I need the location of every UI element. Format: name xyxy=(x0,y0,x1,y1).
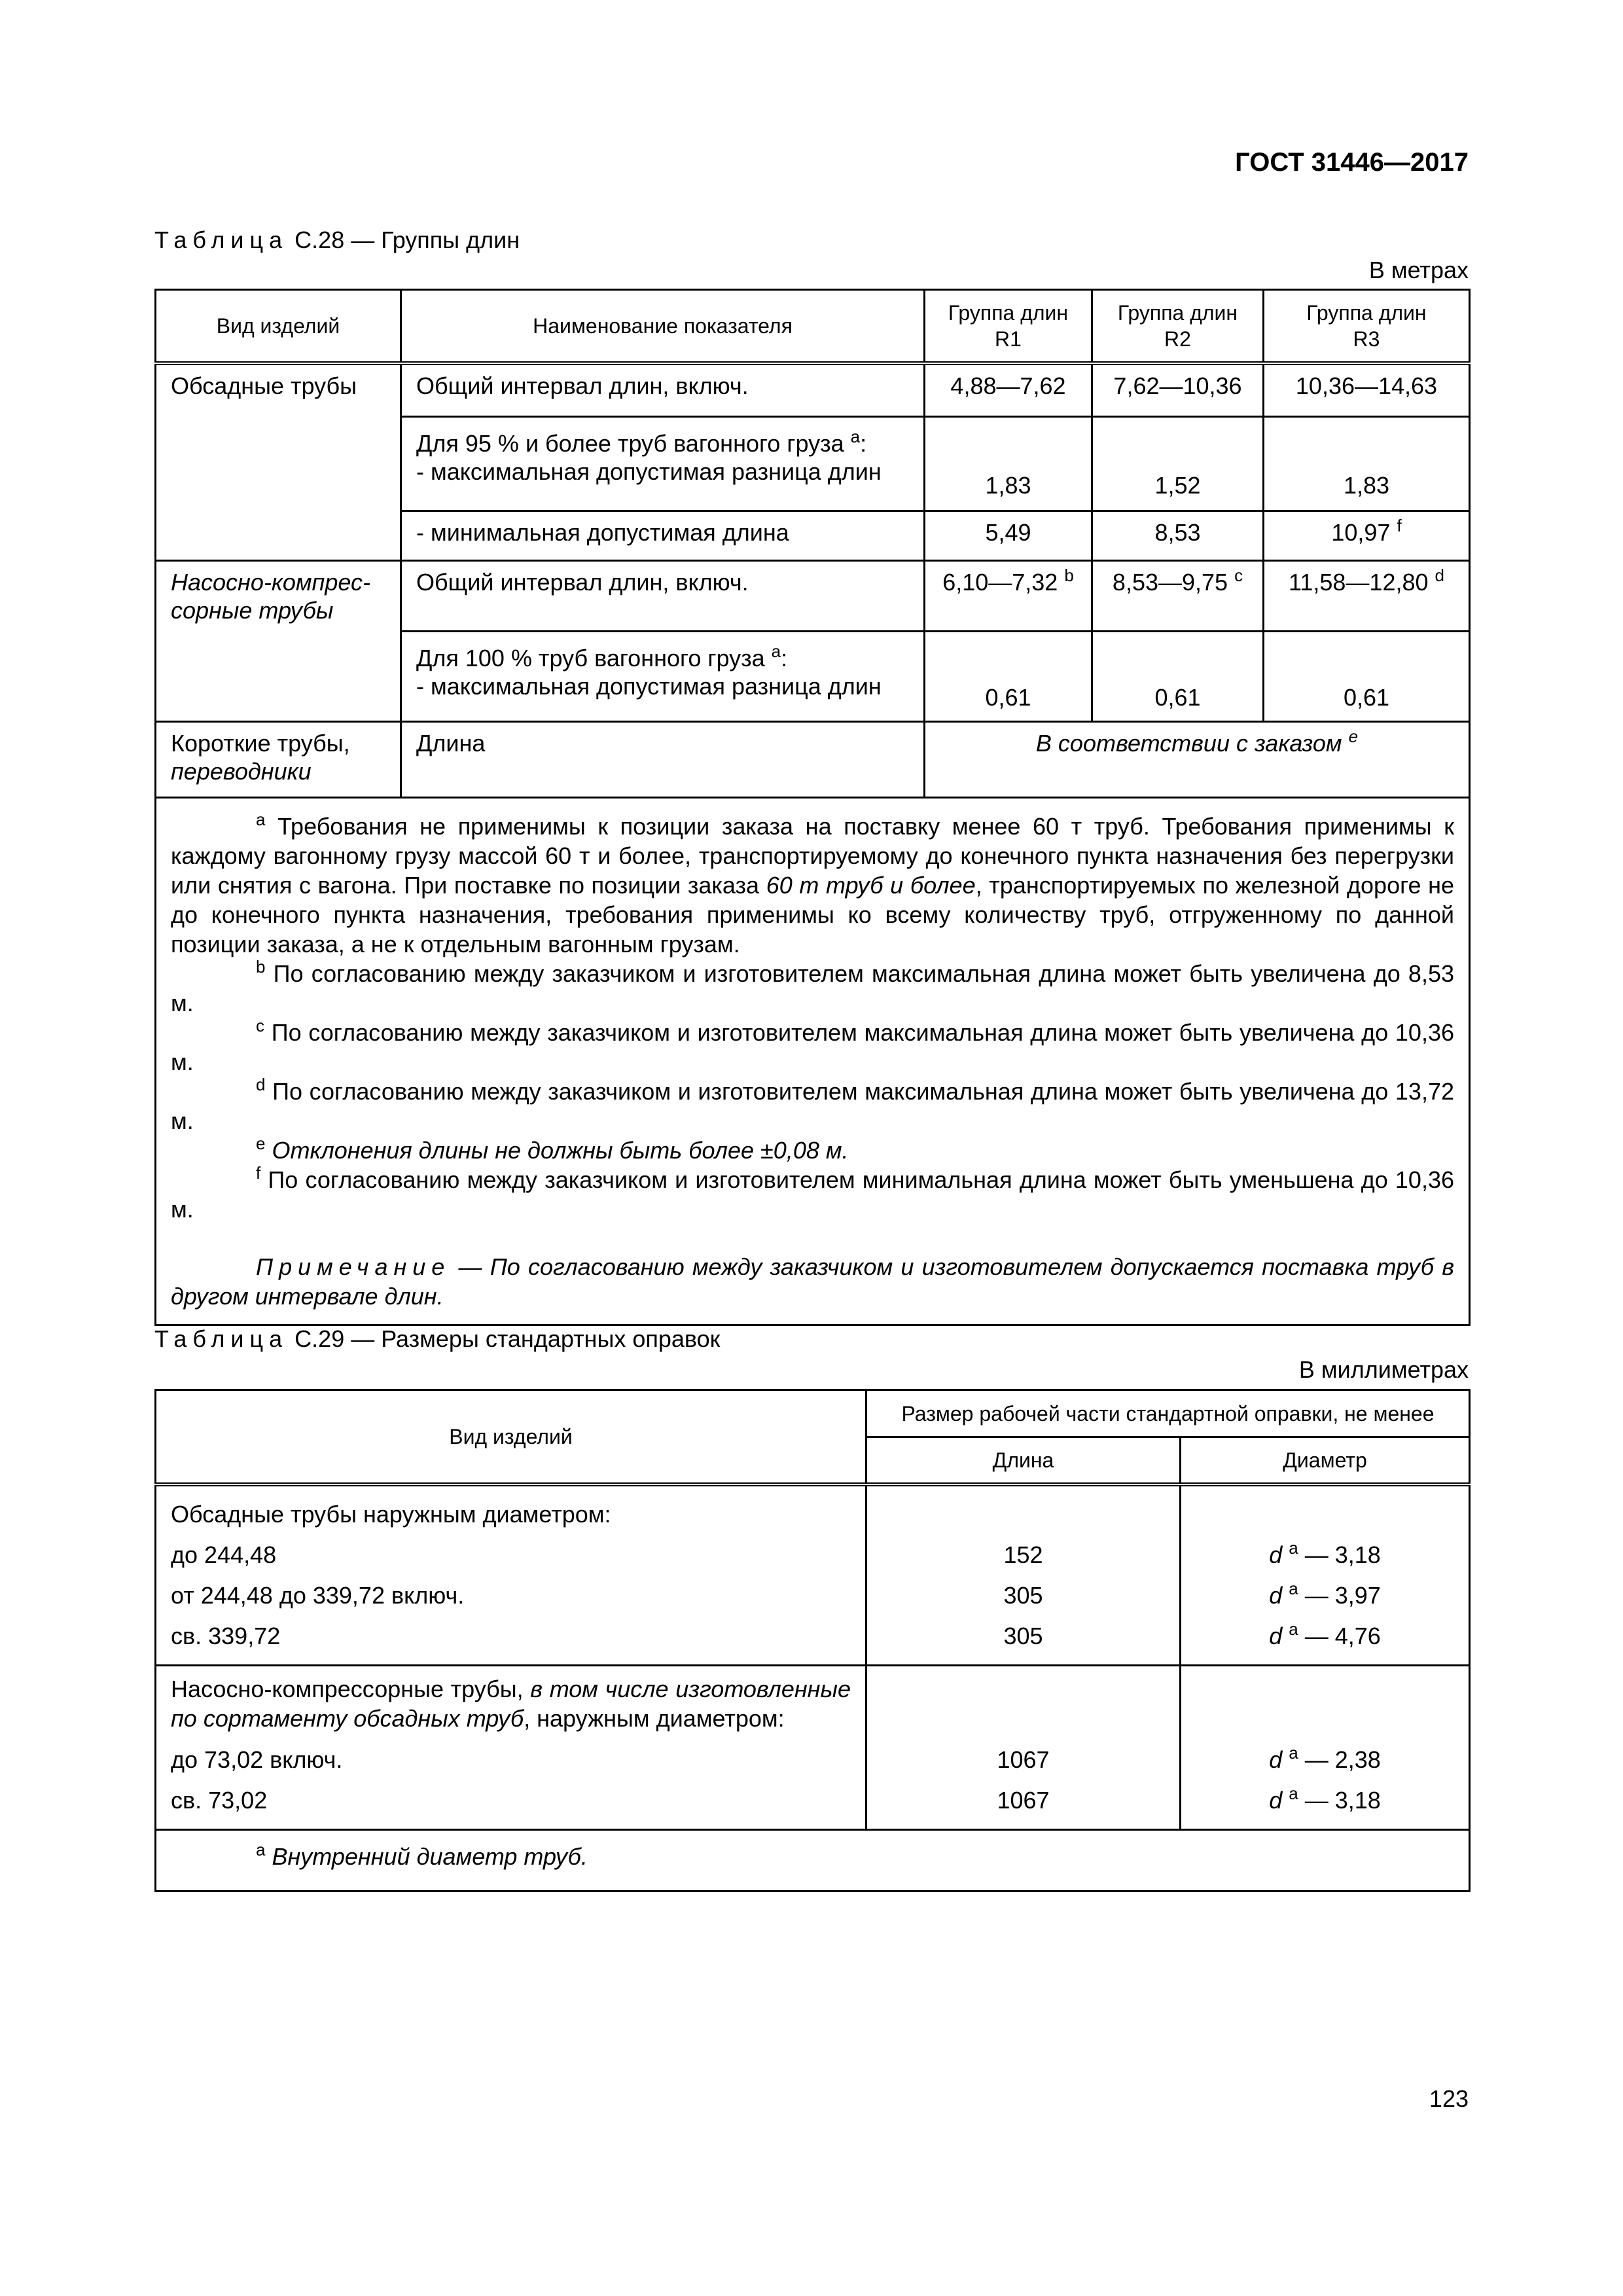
table29-tubing-labels xyxy=(156,1665,866,1829)
diameter-value: — 2,38 xyxy=(1298,1746,1381,1773)
table29-footnote xyxy=(156,1829,1470,1891)
table28-tubing-row1-r1 xyxy=(925,561,1092,632)
diameter-value: — 4,76 xyxy=(1298,1622,1381,1649)
table29-caption-rest: С.29 — Размеры стандартных оправок xyxy=(294,1325,721,1352)
table29-casing-row0-diameter xyxy=(1185,1535,1465,1575)
footnote-mark: a xyxy=(1289,1742,1298,1763)
table-row xyxy=(156,561,1470,632)
table28-casing-label-cont xyxy=(156,417,401,511)
footnote-mark: c xyxy=(256,1015,264,1035)
table28-tubing-row1-indicator: Общий интервал длин, включ. xyxy=(401,561,925,632)
table28-casing-row2-r3: 1,83 xyxy=(1264,417,1470,511)
footnote-c xyxy=(171,1015,1454,1077)
footnote-mark: a xyxy=(256,809,266,829)
diameter-symbol: d xyxy=(1269,1581,1283,1609)
table28-tubing-row1-r3 xyxy=(1264,561,1470,632)
table29-caption-word: Таблица xyxy=(154,1325,289,1352)
table29-tubing-title1: Насосно-компрессорные трубы, xyxy=(171,1675,531,1702)
footnote-b xyxy=(171,956,1454,1018)
footnote-mark: a xyxy=(1289,1783,1298,1803)
table29-header-row1 xyxy=(156,1390,1470,1437)
table29-tubing-row1-label: св. 73,02 xyxy=(171,1786,268,1814)
diameter-symbol: d xyxy=(1269,1622,1283,1649)
table28-casing-label-end xyxy=(156,511,401,561)
footnote-a-text1: Требования не применимы к позиции заказа на поставку менее 60 т труб. Требования применимы к каждому вагонному грузу массой 60 т и более, транспортируемому до конечного пункта назначения без перегрузки или снятия с вагона. При поставке по позиции заказа xyxy=(171,812,1454,899)
table29-header-diameter: Диаметр xyxy=(1181,1437,1470,1484)
table28-tubing-label-line2: сорные трубы xyxy=(171,597,334,624)
table29-header-group: Размер рабочей части стандартной оправки, не менее xyxy=(866,1390,1470,1437)
table29-casing-row1-length: 305 xyxy=(1003,1581,1043,1609)
table29-unit: В миллиметрах xyxy=(1298,1356,1469,1383)
table-row xyxy=(156,363,1470,417)
footnote-mark: e xyxy=(256,1133,266,1153)
footnote-mark: e xyxy=(1348,726,1359,746)
table28-tubing-row2-r1: 0,61 xyxy=(925,631,1092,721)
table29-tubing-row0-label: до 73,02 включ. xyxy=(171,1746,343,1773)
table28-casing-row2-line1: Для 95 % и более труб вагонного груза xyxy=(416,430,844,457)
table-row xyxy=(156,721,1470,797)
table28-casing-label: Обсадные трубы xyxy=(156,363,401,417)
table29-casing-labels xyxy=(156,1484,866,1666)
footnote-a-italic: 60 т труб и более xyxy=(766,871,976,899)
footnote-mark: f xyxy=(1397,516,1402,535)
table28-header-product: Вид изделий xyxy=(156,290,401,363)
table28-casing-row2-r1: 1,83 xyxy=(925,417,1092,511)
table-row xyxy=(156,417,1470,511)
table28-tubing-row2-line2: - максимальная допустимая разница длин xyxy=(416,672,882,700)
table29-casing-row1-diameter xyxy=(1185,1575,1465,1616)
table29-casing-diameters xyxy=(1181,1484,1470,1666)
table29-casing-row2-label: св. 339,72 xyxy=(171,1622,281,1649)
footnote-mark: c xyxy=(1234,565,1243,585)
diameter-value: — 3,18 xyxy=(1298,1541,1381,1568)
table29-casing-group xyxy=(156,1484,1470,1666)
table29-casing-row0-length: 152 xyxy=(1003,1541,1043,1568)
table29-casing-lengths xyxy=(866,1484,1181,1666)
diameter-symbol: d xyxy=(1269,1541,1283,1568)
table29-header-product: Вид изделий xyxy=(156,1390,866,1484)
table29-casing-title: Обсадные трубы наружным диаметром: xyxy=(171,1500,611,1528)
table28-tubing-row1-r1-value: 6,10—7,32 xyxy=(942,569,1058,596)
table29 xyxy=(154,1389,1471,1892)
table28-header-r3-line2: R3 xyxy=(1353,327,1380,351)
table28-header-r2-line2: R2 xyxy=(1164,327,1191,351)
table28-tubing-row2-r3: 0,61 xyxy=(1264,631,1470,721)
table28-remark-text: — По согласованию между заказчиком и изготовителем допускается поставка труб в другом интервале длин. xyxy=(171,1253,1454,1310)
table28-tubing-row1-r3-value: 11,58—12,80 xyxy=(1289,569,1429,596)
table29-tubing-title xyxy=(171,1674,851,1733)
table28-casing-row1-r1: 4,88—7,62 xyxy=(925,363,1092,417)
table28-short-label-line2: переводники xyxy=(171,757,312,785)
table29-tubing-row1-length: 1067 xyxy=(997,1786,1050,1814)
table28-tubing-label-line1: Насосно-компрес- xyxy=(171,569,370,596)
footnote-mark: a xyxy=(256,1839,266,1859)
table28-casing-row3-r1: 5,49 xyxy=(925,511,1092,561)
table29-casing-row1-label: от 244,48 до 339,72 включ. xyxy=(171,1581,465,1609)
table28-header-r3-line1: Группа длин xyxy=(1306,300,1427,325)
table28-header-r1-line1: Группа длин xyxy=(948,300,1069,325)
diameter-value: — 3,97 xyxy=(1298,1581,1381,1609)
footnote-mark: a xyxy=(771,641,781,661)
footnote-e xyxy=(171,1133,1454,1165)
table28-header-r3 xyxy=(1264,290,1470,363)
diameter-value: — 3,18 xyxy=(1298,1786,1381,1814)
spacer xyxy=(1185,1494,1465,1535)
table28-tubing-row1-r2 xyxy=(1092,561,1264,632)
document-standard-number: ГОСТ 31446—2017 xyxy=(1235,148,1469,177)
table28-short-value-text: В соответствии с заказом xyxy=(1035,729,1342,757)
table28-header-indicator: Наименование показателя xyxy=(401,290,925,363)
table29-tubing-title2: , наружным диаметром: xyxy=(524,1704,785,1732)
table28-casing-row3-r3 xyxy=(1264,511,1470,561)
table28-casing-row3-r3-value: 10,97 xyxy=(1331,519,1391,546)
table28-tubing-row2-indicator: Для 100 % труб вагонного груза $^a$: - максимальная допустимая разница длин xyxy=(401,631,925,721)
table28-short-value xyxy=(925,721,1470,797)
notes-spacer xyxy=(171,1224,1454,1252)
table29-tubing-row1-diameter xyxy=(1185,1780,1465,1821)
footnote-mark: f xyxy=(256,1162,261,1183)
table28-tubing-row2-r2: 0,61 xyxy=(1092,631,1264,721)
table28 xyxy=(154,289,1471,1326)
diameter-symbol: d xyxy=(1269,1786,1283,1814)
footnote-mark: b xyxy=(256,956,266,977)
footnote-a-text2: , транспортируемых по железной дороге не до конечного пункта назначения, требования применимы ко всему количеству труб, отгруженному по данной позиции заказа, а не к отдельным вагонным грузам. xyxy=(171,871,1455,958)
table28-tubing-label-cont xyxy=(156,631,401,721)
footnote-d xyxy=(171,1074,1454,1136)
table28-remark-word: Примечание xyxy=(256,1253,451,1280)
table29-tubing-lengths xyxy=(866,1665,1181,1829)
table29-tubing-group xyxy=(156,1665,1470,1829)
table28-casing-row3-r2: 8,53 xyxy=(1092,511,1264,561)
table28-caption xyxy=(154,226,520,254)
table28-tubing-row1-r2-value: 8,53—9,75 xyxy=(1112,569,1228,596)
footnote-mark: a xyxy=(1289,1578,1298,1598)
footnote-mark: a xyxy=(1289,1619,1298,1639)
table-row xyxy=(156,631,1470,721)
table28-casing-row1-indicator: Общий интервал длин, включ. xyxy=(401,363,925,417)
table-row xyxy=(156,511,1470,561)
table29-tubing-row0-length: 1067 xyxy=(997,1746,1050,1773)
spacer xyxy=(871,1494,1175,1535)
table28-casing-row1-r2: 7,62—10,36 xyxy=(1092,363,1264,417)
table28-remark xyxy=(171,1252,1454,1311)
diameter-symbol: d xyxy=(1269,1746,1283,1773)
table29-tubing-diameters xyxy=(1181,1665,1470,1829)
table28-notes xyxy=(156,797,1470,1325)
table29-footnote-row xyxy=(156,1829,1470,1891)
footnote-mark: a xyxy=(1289,1537,1298,1558)
table28-casing-row1-r3: 10,36—14,63 xyxy=(1264,363,1470,417)
table29-casing-row2-length: 305 xyxy=(1003,1622,1043,1649)
footnote-d-text: По согласованию между заказчиком и изготовителем максимальная длина может быть увеличена до 13,72 м. xyxy=(171,1077,1454,1134)
table28-header-r2 xyxy=(1092,290,1264,363)
table28-tubing-row2-line1: Для 100 % труб вагонного груза xyxy=(416,644,765,672)
table28-header-row xyxy=(156,290,1470,363)
table28-unit: В метрах xyxy=(1368,257,1469,283)
footnote-mark: a xyxy=(850,427,861,446)
table29-footnote-text: Внутренний диаметр труб. xyxy=(265,1842,588,1870)
footnote-mark: d xyxy=(256,1074,266,1094)
footnote-mark: d xyxy=(1435,565,1444,585)
table28-tubing-label xyxy=(156,561,401,632)
footnote-mark: b xyxy=(1064,565,1074,585)
footnote-b-text: По согласованию между заказчиком и изготовителем максимальная длина может быть увеличена до 8,53 м. xyxy=(171,960,1454,1016)
table28-caption-rest: С.28 — Группы длин xyxy=(294,226,520,253)
table28-header-r2-line1: Группа длин xyxy=(1117,300,1238,325)
table29-caption xyxy=(154,1325,720,1353)
table28-header-r1-line2: R1 xyxy=(995,327,1022,351)
table29-casing-row0-label: до 244,48 xyxy=(171,1541,277,1568)
table28-casing-row2-indicator: Для 95 % и более труб вагонного груза $^a$: - максимальная допустимая разница длин xyxy=(401,417,925,511)
table29-tubing-title-italic: в том числе изготовленные по сортаменту обсадных труб xyxy=(171,1675,851,1732)
table28-casing-row2-line2: - максимальная допустимая разница длин xyxy=(416,458,882,485)
table28-short-label xyxy=(156,721,401,797)
footnote-f-text: По согласованию между заказчиком и изготовителем минимальная длина может быть уменьшена до 10,36 м. xyxy=(171,1166,1454,1223)
table28-notes-row xyxy=(156,797,1470,1325)
page-number: 123 xyxy=(1429,2085,1469,2112)
footnote-f xyxy=(171,1162,1454,1224)
table29-tubing-row0-diameter xyxy=(1185,1740,1465,1780)
table28-short-label-line1: Короткие трубы, xyxy=(171,729,350,757)
table28-header-r1 xyxy=(925,290,1092,363)
footnote-e-text: Отклонения длины не должны быть более ±0,08 м. xyxy=(265,1136,849,1164)
table29-header-length: Длина xyxy=(866,1437,1181,1484)
table28-casing-row2-r2: 1,52 xyxy=(1092,417,1264,511)
footnote-a xyxy=(171,809,1455,959)
table28-short-indicator: Длина xyxy=(401,721,925,797)
table28-caption-word: Таблица xyxy=(154,226,289,253)
table29-casing-row2-diameter xyxy=(1185,1616,1465,1657)
footnote-c-text: По согласованию между заказчиком и изготовителем максимальная длина может быть увеличена до 10,36 м. xyxy=(171,1018,1454,1075)
table28-casing-row3-indicator: - минимальная допустимая длина xyxy=(401,511,925,561)
